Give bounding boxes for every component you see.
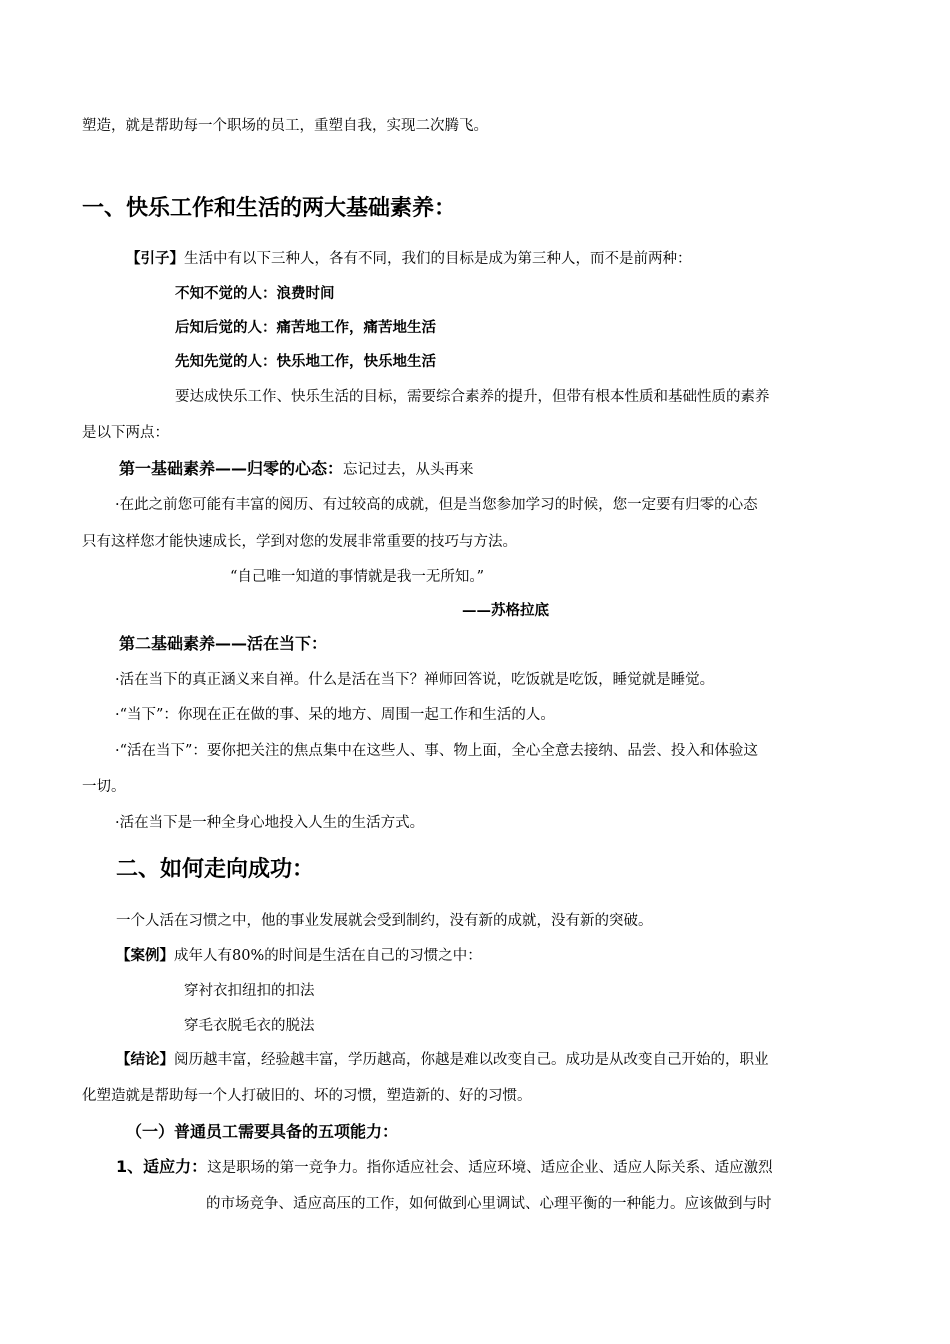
quote-author: ——苏格拉底 [462,602,549,619]
case-paragraph [116,946,482,966]
type-desc: 痛苦地工作，痛苦地生活 [276,319,436,336]
bullet-line: ·在此之前您可能有丰富的阅历、有过较高的成就，但是当您参加学习的时候，您一定要有归零的心态 [115,497,758,513]
type-label: 后知后觉的人： [175,319,277,336]
section1-heading: 一、快乐工作和生活的两大基础素养： [82,196,457,221]
bullet-line: ·“活在当下”：要你把关注的焦点集中在这些人、事、物上面，全心全意去接纳、品尝、投入和体验这 [115,743,758,759]
bullet-line: ·活在当下的真正涵义来自禅。什么是活在当下？禅师回答说，吃饭就是吃饭，睡觉就是睡觉。 [115,672,715,688]
case-item: 穿毛衣脱毛衣的脱法 [184,1018,315,1034]
basic2-title: 第二基础素养——活在当下： [119,634,328,653]
case-tag: 【案例】 [116,947,174,964]
quote-text: “自己唯一知道的事情就是我一无所知。” [230,569,485,585]
lead-text: 生活中有以下三种人，各有不同，我们的目标是成为第三种人，而不是前两种： [184,251,692,267]
type-label: 不知不觉的人： [175,285,277,302]
conclusion-tag: 【结论】 [116,1051,174,1068]
paragraph-line: 是以下两点： [82,425,169,441]
section2-heading: 二、如何走向成功： [116,857,315,882]
lead-tag: 【引子】 [126,250,184,267]
sub-heading-line [126,1122,398,1143]
type-label: 先知先觉的人： [175,353,277,370]
bullet-line: ·活在当下是一种全身心地投入人生的生活方式。 [115,815,425,831]
case-text: 成年人有80%的时间是生活在自己的习惯之中： [174,948,482,964]
basic2-title-line [119,634,327,655]
type-desc: 快乐地工作，快乐地生活 [276,353,436,370]
ability-line [116,1157,773,1178]
intro-line: 塑造，就是帮助每一个职场的员工，重塑自我，实现二次腾飞。 [82,118,488,134]
ability-title: 1、适应力： [116,1157,208,1176]
ability-text: 这是职场的第一竞争力。指你适应社会、适应环境、适应企业、适应人际关系、适应激烈 [207,1160,773,1176]
sub-heading: （一）普通员工需要具备的五项能力： [126,1122,399,1141]
basic1-title-line [119,459,474,480]
paragraph-line: 的市场竞争、适应高压的工作，如何做到心里调试、心理平衡的一种能力。应该做到与时 [206,1196,772,1212]
type-desc: 浪费时间 [276,285,335,302]
type-item [175,284,335,304]
type-item [175,318,436,338]
case-item: 穿衬衣扣纽扣的扣法 [184,983,315,999]
paragraph-line: 化塑造就是帮助每一个人打破旧的、坏的习惯，塑造新的、好的习惯。 [82,1088,532,1104]
paragraph-line: 一个人活在习惯之中，他的事业发展就会受到制约，没有新的成就，没有新的突破。 [116,913,653,929]
basic1-subtitle: 忘记过去，从头再来 [343,462,474,478]
bullet-line: ·“当下”：你现在正在做的事、呆的地方、周围一起工作和生活的人。 [115,707,555,723]
type-item [175,352,436,372]
bullet-line: 只有这样您才能快速成长，学到对您的发展非常重要的技巧与方法。 [82,534,517,550]
paragraph-line: 要达成快乐工作、快乐生活的目标，需要综合素养的提升，但带有根本性质和基础性质的素养 [175,389,770,405]
lead-paragraph [126,249,692,269]
bullet-line: 一切。 [82,779,126,795]
basic1-title: 第一基础素养——归零的心态： [119,459,344,478]
conclusion-paragraph [116,1050,769,1070]
conclusion-text: 阅历越丰富，经验越丰富，学历越高，你越是难以改变自己。成功是从改变自己开始的，职业 [174,1052,769,1068]
